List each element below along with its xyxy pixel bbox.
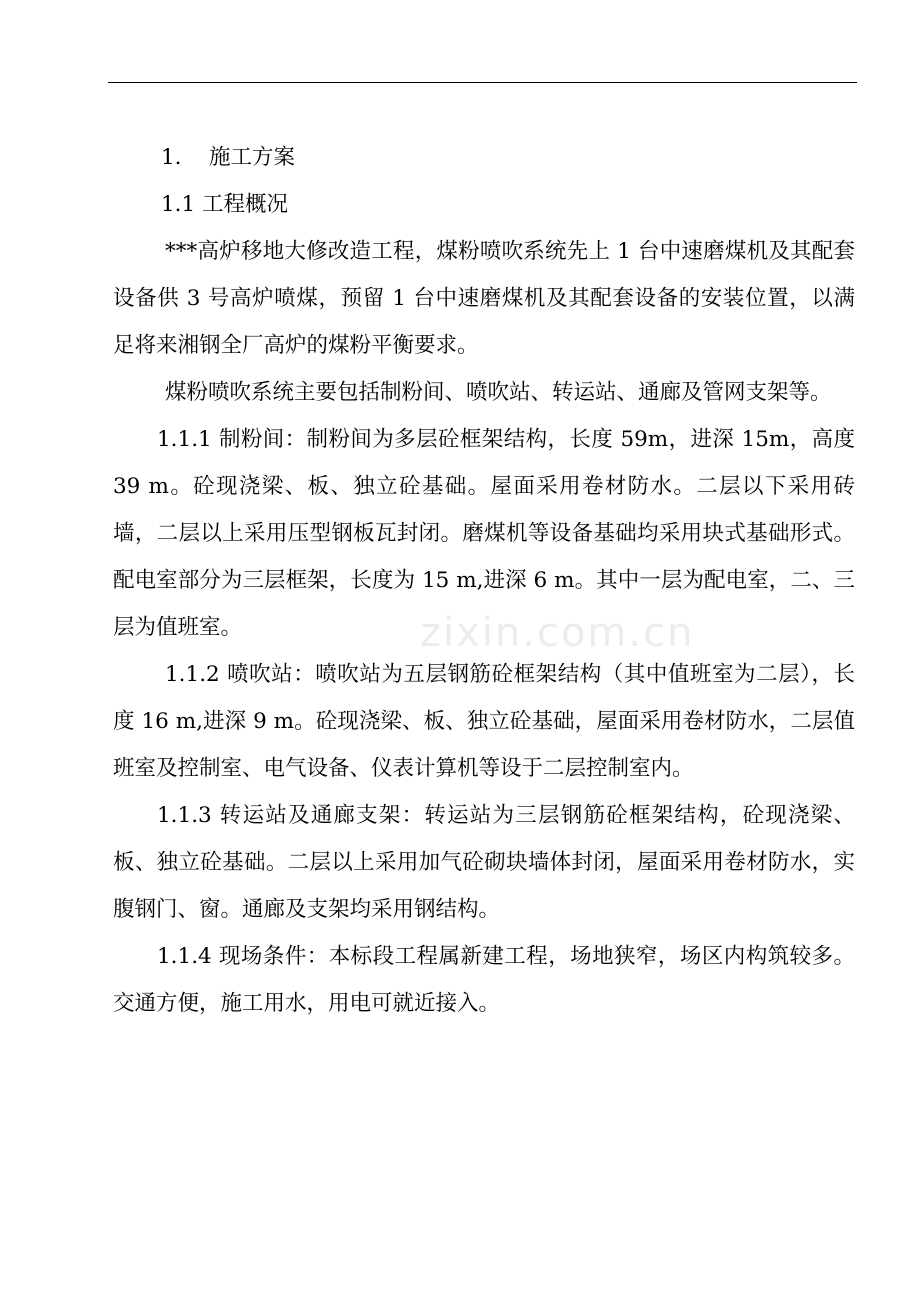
document-body	[113, 134, 855, 1027]
section-number: 1.	[161, 145, 182, 170]
paragraph-transfer-station: 1.1.3 转运站及通廊支架：转运站为三层钢筋砼框架结构，砼现浇梁、板、独立砼基础。二层以上采用加气砼砌块墙体封闭，屋面采用卷材防水，实腹钢门、窗。通廊及支架均采用钢结构。	[113, 803, 855, 922]
paragraph-injection-station: 1.1.2 喷吹站：喷吹站为五层钢筋砼框架结构（其中值班室为二层），长度 16 m,进深 9 m。砼现浇梁、板、独立砼基础，屋面采用卷材防水，二层值班室及控制室、电气设备、仪表计算机等设于二层控制室内。	[113, 662, 855, 781]
paragraph-milling-room: 1.1.1 制粉间：制粉间为多层砼框架结构，长度 59m，进深 15m，高度 39 m。砼现浇梁、板、独立砼基础。屋面采用卷材防水。二层以下采用砖墙，二层以上采用压型钢板瓦封闭。磨煤机等设备基础均采用块式基础形式。配电室部分为三层框架，长度为 15 m,进深 6 m。其中一层为配电室，二、三层为值班室。	[113, 427, 855, 640]
header-rule	[108, 82, 857, 83]
paragraph-system-scope: 煤粉喷吹系统主要包括制粉间、喷吹站、转运站、通廊及管网支架等。	[165, 380, 832, 405]
subsection-heading: 1.1 工程概况	[161, 192, 289, 217]
paragraph-overview: ***高炉移地大修改造工程，煤粉喷吹系统先上 1 台中速磨煤机及其配套设备供 3 号高炉喷煤，预留 1 台中速磨煤机及其配套设备的安装位置，以满足将来湘钢全厂高炉的煤粉平衡要求。	[113, 239, 855, 358]
section-heading-1	[113, 134, 855, 181]
section-title: 施工方案	[209, 145, 296, 170]
paragraph-site-conditions: 1.1.4 现场条件：本标段工程属新建工程，场地狭窄，场区内构筑较多。交通方便，施工用水，用电可就近接入。	[113, 944, 855, 1016]
watermark: zixin.com.cn	[420, 610, 695, 656]
